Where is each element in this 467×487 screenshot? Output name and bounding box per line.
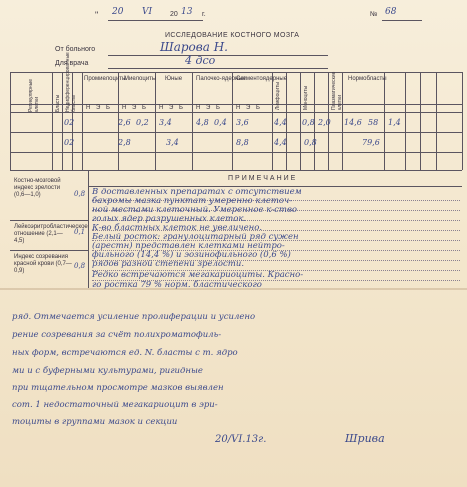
note-line: Белый росток: гранулоцитарный ряд сужен xyxy=(92,232,299,242)
leuko-erythro-label: Лейкоэритробластическое отношение (2,1—4,5) xyxy=(14,224,88,244)
col-header-normo: Нормобласты xyxy=(348,76,387,82)
note-line: К-во бластных клеток не увеличено. xyxy=(92,223,263,233)
patient-label: От больного xyxy=(55,46,96,53)
note-continuation-line: ряд. Отмечается усиление пролиферации и усилено xyxy=(12,312,256,322)
note-line: рядов разной степени зрелости. xyxy=(92,259,245,269)
note-line: ной местами клеточный. Умеренное к-ство xyxy=(92,205,298,215)
signature-date: 20/VI.13г. xyxy=(215,434,267,445)
note-line: бахромы мазка пунктат умеренно клеточ- xyxy=(92,196,293,206)
row1-cell: 3,4 xyxy=(159,118,172,127)
row1-cell: 0,8 xyxy=(302,118,315,127)
red-maturation-label: Индекс созревания красной крови (0,7—0,9) xyxy=(14,254,72,274)
subheader-4: Н Э Б xyxy=(196,105,222,111)
row1-cell: 4,8 xyxy=(196,118,209,127)
note-line: Редко встречаются мегакариоциты. Красно- xyxy=(92,270,304,280)
col-header-promyelo: Промиелоциты xyxy=(84,76,127,82)
note-line: (арестн) представлен клетками нейтро- xyxy=(92,241,285,251)
row1-cell: 0,2 xyxy=(136,118,149,127)
date-suffix: г. xyxy=(202,11,206,18)
number-value: 68 xyxy=(385,7,397,17)
note-line: фильного (14,4 %) и эозинофильного (0,6 %) xyxy=(92,250,291,260)
page-title: ИССЛЕДОВАНИЕ КОСТНОГО МОЗГА xyxy=(165,32,300,39)
row2-cell: 79,6 xyxy=(362,138,380,147)
row2-cell: 4,4 xyxy=(274,138,287,147)
row1-cell: 2,0 xyxy=(318,118,331,127)
row1-cell: 1,4 xyxy=(388,118,401,127)
patient-name: Шарова Н. xyxy=(160,40,228,54)
row2-cell: 02 xyxy=(64,138,75,147)
signature: Шрива xyxy=(345,432,385,445)
date-year-printed: 20 xyxy=(170,11,178,18)
maturity-index-value: 0,8 xyxy=(74,190,86,198)
note-continuation-line: тоциты в группами мазок и секции xyxy=(12,417,178,427)
leuko-erythro-value: 0,1 xyxy=(74,228,86,236)
row1-cell: 58 xyxy=(368,118,379,127)
date-year: 13 xyxy=(181,7,193,17)
row2-cell: 2,8 xyxy=(118,138,131,147)
row1-cell: 4,4 xyxy=(274,118,287,127)
note-continuation-line: сот. 1 недостаточный мегакариоцит в эри- xyxy=(12,400,218,410)
row1-cell: 02 xyxy=(64,118,75,127)
note-continuation-line: при тщательном просмотре мазков выявлен xyxy=(12,383,224,393)
col-header-young: Юные xyxy=(165,76,183,82)
subheader-2: Н Э Б xyxy=(122,105,148,111)
date-open-quote: " xyxy=(95,10,99,20)
paper-fold xyxy=(0,288,467,290)
col-header-band: Палочко-ядерные xyxy=(196,76,246,82)
note-continuation-line: рение созревания за счёт полихроматофиль- xyxy=(12,330,222,340)
col-header-blasts: Бласты xyxy=(55,94,61,112)
maturity-index-label: Костно-мозговой индекс зрелости (0,6—1,0) xyxy=(14,178,61,198)
row2-cell: 3,4 xyxy=(166,138,179,147)
subheader-3: Н Э Б xyxy=(159,105,185,111)
date-day: 20 xyxy=(112,7,124,17)
col-header-plasma: Плазматические клетки xyxy=(331,71,343,110)
subheader-5: Н Э Б xyxy=(236,105,262,111)
col-header-myelo: Миелоциты xyxy=(124,76,157,82)
date-month: VI xyxy=(142,7,153,17)
number-label: № xyxy=(370,11,378,18)
note-continuation-line: ных форм, встречаются ед. N. бласты с т. ядро xyxy=(12,348,238,358)
note-line: голых ядер разрушенных клеток. xyxy=(92,214,247,224)
row2-cell: 0,8 xyxy=(304,138,317,147)
ward-value: 4 дсо xyxy=(185,54,216,67)
col-header-mono: Моноциты xyxy=(303,85,309,110)
note-line: го ростка 79 % норм. бластического xyxy=(92,280,262,290)
row2-cell: 8,8 xyxy=(236,138,249,147)
subheader-1: Н Э Б xyxy=(86,105,112,111)
ward-label: Для врача xyxy=(55,60,89,67)
col-header-lympho: Лимфоциты xyxy=(275,82,281,110)
row1-cell: 14,6 xyxy=(344,118,362,127)
red-maturation-value: 0,8 xyxy=(74,262,86,270)
notes-heading: ПРИМЕЧАНИЕ xyxy=(228,175,298,182)
row1-cell: 0,4 xyxy=(214,118,227,127)
note-continuation-line: ми и с буферными культурами, ригидные xyxy=(12,366,203,376)
col-header-reticular: Ретикулярные клетки xyxy=(28,79,40,112)
row1-cell: 3,6 xyxy=(236,118,249,127)
col-header-undiff: Недифференцированные бласты xyxy=(65,52,77,112)
note-line: В доставленных препаратах с отсутствием xyxy=(92,187,302,197)
col-header-seg: Сегментоядерные xyxy=(236,76,288,82)
row1-cell: 2,6 xyxy=(118,118,131,127)
